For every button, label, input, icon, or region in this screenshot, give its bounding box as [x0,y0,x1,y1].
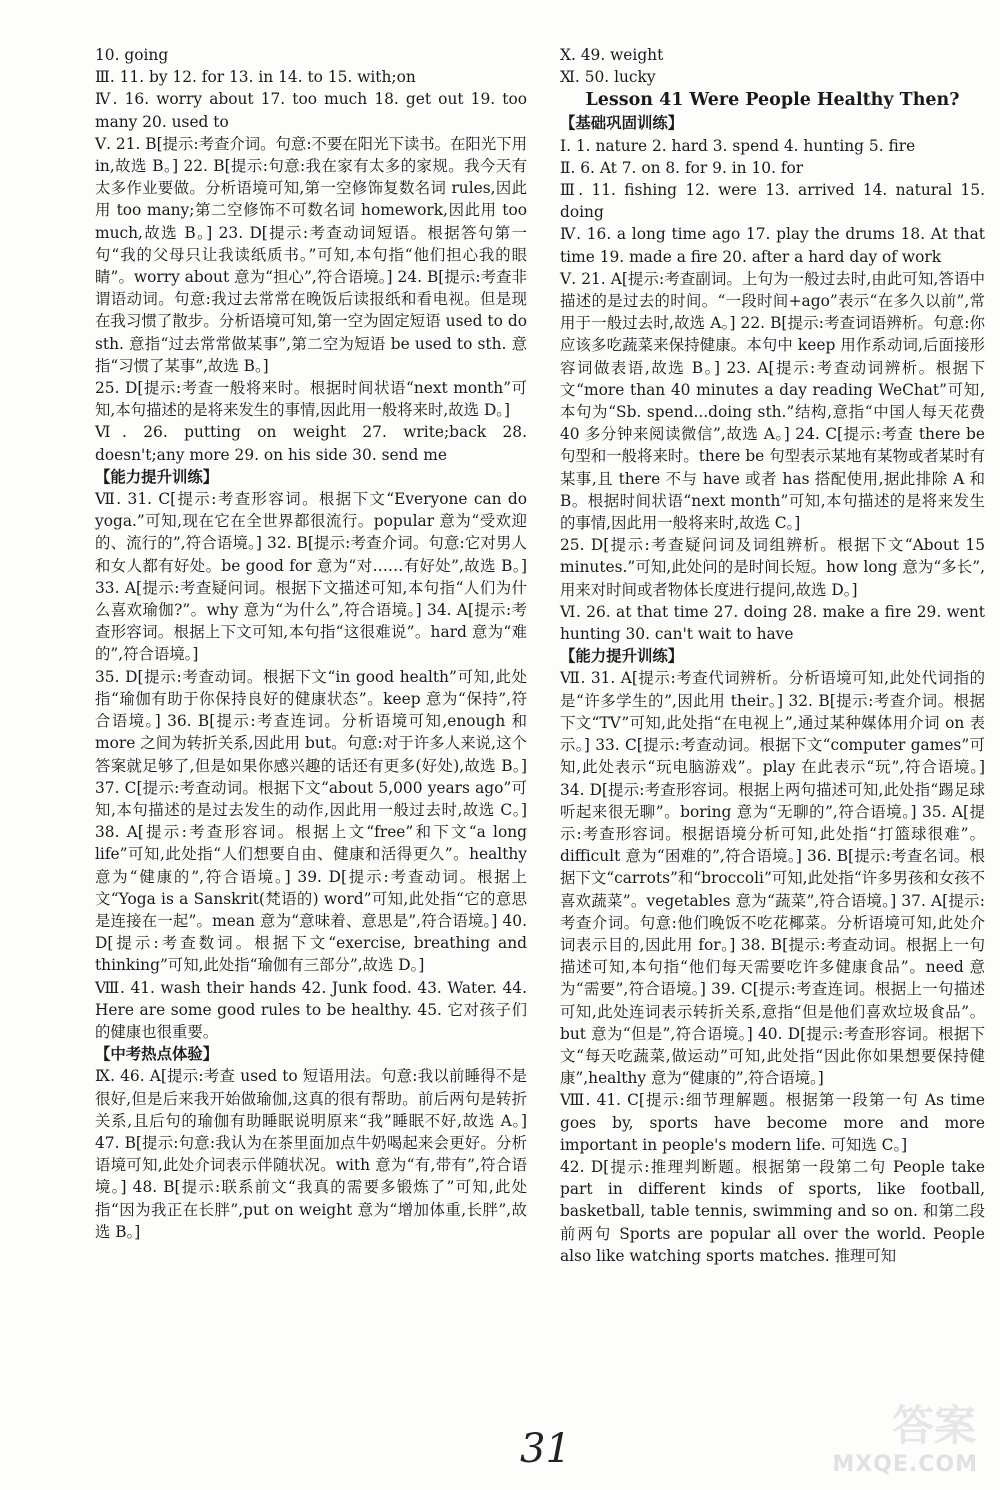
paragraph: 25. D[提示:考查一般将来时。根据时间状语“next month”可知,本句描述的是将来发生的事情,因此用一般将来时,故选 D。] [95,379,527,420]
paragraph: Ⅷ. 41. wash their hands 42. Junk food. 43. Water. 44. Here are some good rules to be healthy. 45. 它对孩子们的健康也很重要。 [95,978,527,1041]
paragraph: 25. D[提示:考查疑问词及词组辨析。根据下文“About 15 minutes.”可知,此处问的是时间长短。how long 意为“多长”,用来对时间或者物体长度进行提问,故选 D。] [560,536,985,599]
section-heading: 【能力提升训练】 [560,647,684,666]
section-heading: 【中考热点体验】 [95,1045,219,1064]
section-heading: 【基础巩固训练】 [560,114,684,133]
paragraph: Ⅴ. 21. B[提示:考查介词。句意:不要在阳光下读书。在阳光下用 in,故选 B。] 22. B[提示:句意:我在家有太多的家规。我今天有太多作业要做。分析语境可知,第一空修饰复数名词 rules,因此用 too many;第二空修饰不可数名词 homework,因此用 too much,故选 B。] 23. D[提示:考查动词短语。根据答句第一句“我的父母只让我读纸质书。”可知,本句指“他们担心我的眼睛”。worry about 意为“担心”,符合语境。] 24. B[提示:考查非谓语动词。句意:我过去常常在晚饭后读报纸和看电视。但是现在我习惯了散步。分析语境可知,第一空为固定短语 used to do sth. 意指“过去常常做某事”,第二空为短语 be used to sth. 意指“习惯了某事”,故选 B。] [95,134,527,375]
paragraph: Ⅲ. 11. by 12. for 13. in 14. to 15. with;on [95,68,416,87]
paragraph: 35. D[提示:考查动词。根据下文“in good health”可知,此处指“瑜伽有助于你保持良好的健康状态”。keep 意为“保持”,符合语境。] 36. B[提示:考查连词。分析语境可知,enough 和 more 之间为转折关系,因此用 but。句意:对于许多人来说,这个答案就足够了,但是如果你感兴趣的话还有更多(好处),故选 B。] 37. C[提示:考查动词。根据下文“about 5,000 years ago”可知,本句描述的是过去发生的动作,因此用一般过去时,故选 C。] 38. A[提示:考查形容词。根据上文“free”和下文“a long life”可知,此处指“人们想要自由、健康和活得更久”。healthy 意为“健康的”,符合语境。] 39. D[提示:考查动词。根据上文“Yoga is a Sanskrit(梵语的) word”可知,此处指“它的意思是连接在一起”。mean 意为“意味着、意思是”,符合语境。] 40. D[提示:考查数词。根据下文“exercise, breathing and thinking”可知,此处指“瑜伽有三部分”,故选 D。] [95,667,527,975]
left-column [95,44,527,1243]
paragraph: Ⅶ. 31. A[提示:考查代词辨析。分析语境可知,此处代词指的是“许多学生的”,因此用 their。] 32. B[提示:考查介词。根据下文“TV”可知,此处指“在电视上”,通过某种媒体用介词 on 表示。] 33. C[提示:考查动词。根据下文“computer games”可知,此处表示“玩电脑游戏”。play 在此表示“玩”,符合语境。] 34. D[提示:考查形容词。根据上两句描述可知,此处指“踢足球听起来很无聊”。boring 意为“无聊的”,符合语境。] 35. A[提示:考查形容词。根据语境分析可知,此处指“打篮球很难”。difficult 意为“困难的”,符合语境。] 36. B[提示:考查名词。根据下文“carrots”和“broccoli”可知,此处指“许多男孩和女孩不喜欢蔬菜”。vegetables 意为“蔬菜”,符合语境。] 37. A[提示:考查介词。句意:他们晚饭不吃花椰菜。分析语境可知,此处介词表示目的,因此用 for。] 38. B[提示:考查动词。根据上一句描述可知,本句指“他们每天需要吃许多健康食品”。need 意为“需要”,符合语境。] 39. C[提示:考查连词。根据上一句描述可知,此处连词表示转折关系,意指“但是他们喜欢垃圾食品”。but 意为“但是”,符合语境。] 40. D[提示:考查形容词。根据下文“每天吃蔬菜,做运动”可知,此处指“因此你如果想要保持健康”,healthy 意为“健康的”,符合语境。] [560,669,985,1088]
paragraph: Ⅳ. 16. worry about 17. too much 18. get out 19. too many 20. used to [95,90,527,131]
paragraph: Ⅰ. 1. nature 2. hard 3. spend 4. hunting 5. fire [560,136,916,155]
paragraph: Ⅹ. 49. weight [560,46,664,64]
paragraph: Ⅳ. 16. a long time ago 17. play the drums 18. At that time 19. made a fire 20. after a hard day of work [560,225,985,266]
section-heading: 【能力提升训练】 [95,467,219,486]
right-column [560,44,985,1267]
paragraph: Ⅱ. 6. At 7. on 8. for 9. in 10. for [560,158,804,177]
paragraph: 42. D[提示:推理判断题。根据第一段第二句 People take part in different kinds of sports, like football, basketball, table tennis, swimming and so on. 和第二段前两句 Sports are popular all over the world. People also like watching sports matches. 推理可知 [560,1157,985,1265]
watermark-site: MXQE.COM [832,1452,978,1477]
watermark-logo-icon: 答案 [891,1401,976,1450]
paragraph: Ⅺ. 50. lucky [560,68,656,87]
paragraph: 10. going [95,46,169,64]
page-number: 31 [520,1426,571,1472]
paragraph: Ⅶ. 31. C[提示:考查形容词。根据下文“Everyone can do yoga.”可知,现在它在全世界都很流行。popular 意为“受欢迎的、流行的”,符合语境。] 32. B[提示:考查介词。句意:它对男人和女人都有好处。be good for 意为“对……有好处”,故选 B。] 33. A[提示:考查疑问词。根据下文描述可知,本句指“人们为什么喜欢瑜伽?”。why 意为“为什么”,符合语境。] 34. A[提示:考查形容词。根据上下文可知,本句指“这很难说”。hard 意为“难的”,符合语境。] [95,490,527,664]
paragraph: Ⅵ. 26. putting on weight 27. write;back 28. doesn't;any more 29. on his side 30. send me [95,423,527,464]
paragraph: Ⅴ. 21. A[提示:考查副词。上句为一般过去时,由此可知,答语中描述的是过去的时间。“一段时间+ago”表示“在多久以前”,常用于一般过去时,故选 A。] 22. B[提示:考查词语辨析。句意:你应该多吃蔬菜来保持健康。本句中 keep 用作系动词,后面接形容词做表语,故选 B。] 23. A[提示:考查动词辨析。根据下文“more than 40 minutes a day reading WeChat”可知,本句为“Sb. spend...doing sth.”结构,意指“中国人每天花费 40 多分钟来阅读微信”,故选 A。] 24. C[提示:考查 there be 句型和一般将来时。there be 句型表示某地有某物或者某时有某事,且 there 不与 have 或者 has 搭配使用,据此排除 A 和 B。根据时间状语“next month”可知,本句描述的是将来发生的事情,因此用一般将来时,故选 C。] [560,269,985,533]
paragraph: Ⅸ. 46. A[提示:考查 used to 短语用法。句意:我以前睡得不是很好,但是后来我开始做瑜伽,这真的很有帮助。前后两句是转折关系,且后句的瑜伽有助睡眠说明原来“我”睡眠不好,故选 A。] 47. B[提示:句意:我认为在茶里面加点牛奶喝起来会更好。分析语境可知,此处介词表示伴随状况。with 意为“有,带有”,符合语境。] 48. B[提示:联系前文“我真的需要多锻炼了”可知,此处指“因为我正在长胖”,put on weight 意为“增加体重,长胖”,故选 B。] [95,1067,527,1241]
paragraph: Ⅷ. 41. C[提示:细节理解题。根据第一段第一句 As time goes by, sports have become more and more important in people's modern life. 可知选 C。] [560,1091,986,1154]
paragraph: Ⅵ. 26. at that time 27. doing 28. make a fire 29. went hunting 30. can't wait to have [560,602,985,644]
watermark [800,1385,990,1483]
lesson-title: Lesson 41 Were People Healthy Then? [585,90,960,111]
paragraph: Ⅲ. 11. fishing 12. were 13. arrived 14. natural 15. doing [560,181,985,222]
